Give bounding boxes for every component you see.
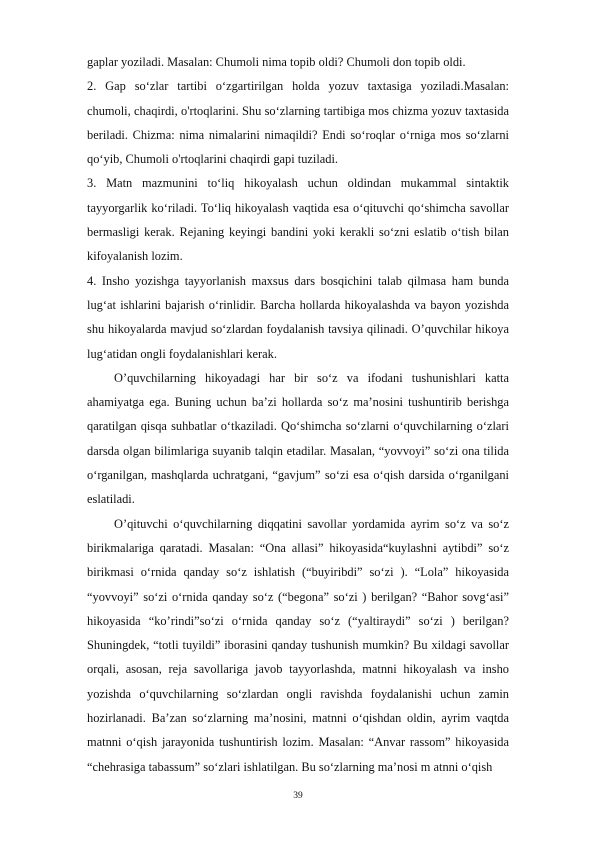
paragraph-continuation: gaplar yoziladi. Masalan: Chumoli nima topib oldi? Chumoli don topib oldi.	[87, 55, 466, 69]
page-number: 39	[293, 791, 303, 801]
paragraph-teacher-questions: O’qituvchi o‘quvchilarning diqqatini savollar yordamida ayrim so‘z va so‘z birikmalariga qaratadi. Masalan: “Ona allasi” hikoyasida“kuylashni aytibdi” so‘z birikmasi o‘rnida qanday so‘z ishlatish (“buyiribdi” so‘zi ). “Lola” hikoyasida “yovvoyi” so‘zi o‘rnida qanday so‘z (“begona” so‘zi ) berilgan? “Bahor sovg‘asi” hikoyasida “ko’rindi”so‘zi o‘rnida qanday so‘z (“yaltiraydi” so‘zi ) berilgan? Shuningdek, “totli tuyildi” iborasini qanday tushunish mumkin? Bu xildagi savollar orqali, asosan, reja savollariga javob tayyorlashda, matnni hikoyalash va insho yozishda o‘quvchilarning so‘zlardan ongli ravishda foydalanishi uchun zamin hozirlanadi. Ba’zan so‘zlarning ma’nosini, matnni o‘qishdan oldin, ayrim vaqtda matnni o‘qish jarayonida tushuntirish lozim. Masalan: “Anvar rassom” hikoyasida “chehrasiga tabassum” so‘zlari ishlatilgan. Bu so‘zlarning ma’nosi m atnni o‘qish	[87, 516, 509, 774]
paragraph-item-4: 4. Insho yozishga tayyorlanish maxsus dars bosqichini talab qilmasa ham bunda lug‘at ishlarini bajarish o‘rinlidir. Barcha hollarda hikoyalashda va bayon yozishda shu hikoyalarda mavjud so‘zlardan foydalanish tavsiya qilinadi. O’quvchilar hikoya lug‘atidan ongli foydalanishlari kerak.	[87, 273, 509, 361]
paragraph-word-meaning: O’quvchilarning hikoyadagi har bir so‘z va ifodani tushunishlari katta ahamiyatga ega. Buning uchun ba’zi hollarda so‘z ma’nosini tushuntirib berishga qaratilgan qisqa suhbatlar o‘tkaziladi. Qo‘shimcha so‘zlarni o‘quvchilarning o‘zlari darsda olgan bilimlariga suyanib talqin etadilar. Masalan, “yovvoyi” so‘zi ona tilida o‘rganilgan, mashqlarda uchratgani, “gavjum” so‘zi esa o‘qish darsida o‘rganilgani eslatiladi.	[87, 370, 509, 507]
paragraph-item-2: 2. Gap so‘zlar tartibi o‘zgartirilgan holda yozuv taxtasiga yoziladi.Masalan: chumoli, chaqirdi, o'rtoqlarini. Shu so‘zlarning tartibiga mos chizma yozuv taxtasida beriladi. Chizma: nima nimalarini nimaqildi? Endi so‘roqlar o‘rniga mos so‘zlarni qo‘yib, Chumoli o'rtoqlarini chaqirdi gapi tuziladi.	[87, 79, 509, 167]
page-body	[87, 50, 509, 779]
paragraph-item-3: 3. Matn mazmunini to‘liq hikoyalash uchun oldindan mukammal sintaktik tayyorgarlik ko‘riladi. To‘liq hikoyalash vaqtida esa o‘qituvchi qo‘shimcha savollar bermasligi kerak. Rejaning keyingi bandini yoki kerakli so‘zni eslatib o‘tish bilan kifoyalanish lozim.	[87, 176, 509, 264]
